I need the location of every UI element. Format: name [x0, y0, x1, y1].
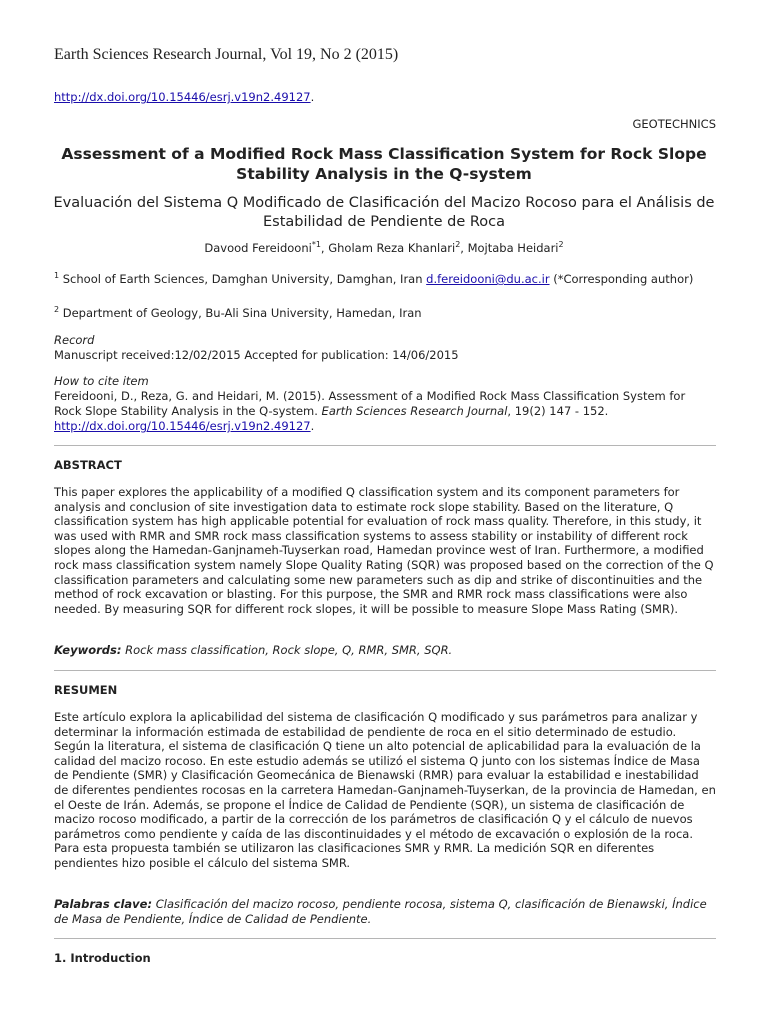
affiliation-number: 2 — [54, 305, 60, 315]
abstract-heading: ABSTRACT — [54, 458, 122, 472]
journal-name: Earth Sciences Research Journal, Vol 19, No 2 (2015) — [54, 46, 399, 63]
keywords — [54, 643, 716, 658]
abstract-body: This paper explores the applicability of a modified Q classification system and its component parameters for analysis and conclusion of site investigation data to estimate rock slope stability. Based on the literature, Q classification system has high applicable potential for evaluation of rock mass quality. Therefore, in this study, it was used with RMR and SMR rock mass classification systems to assess stability or instability of different rock slopes along the Hamedan-Ganjnameh-Tuyserkan road, Hamedan province west of Iran. Furthermore, a modified rock mass classification system namely Slope Quality Rating (SQR) was proposed based on the correction of the Q classification parameters and calculating some new parameters such as dip and strike of discontinuities and the method of rock excavation or blasting. For this purpose, the SMR and RMR rock mass classifications were also needed. By measuring SQR for different rock slopes, it will be possible to measure Slope Mass Rating (SMR). — [54, 485, 714, 616]
citation-text — [54, 389, 716, 434]
resumen-body: Este artículo explora la aplicabilidad del sistema de clasificación Q modificado y sus parámetros para analizar y determinar la información estimada de estabilidad de pendiente de roca en el sitio determinado de estudio. Según la literatura, el sistema de clasificación Q tiene un alto potencial de aplicabilidad para la evaluación de la calidad del macizo rocoso. En este estudio además se utilizó el sistema Q junto con los sistemas Índice de Masa de Pendiente (SMR) y Clasificación Geomecánica de Bienawski (RMR) para evaluar la estabilidad e inestabilidad de diferentes pendientes rocosas en la carretera Hamedan-Ganjnameh-Tuyserkan, de la provincia de Hamedan, en el Oeste de Irán. Además, se propone el Índice de Calidad de Pendiente (SQR), un sistema de clasificación de macizo rocoso modificado, a partir de la corrección de los parámetros de clasificación Q y el cálculo de nuevos parámetros como pendiente y caída de las discontinuidades y el método de excavación o explosión de la roca. Para esta propuesta también se utilizaron las clasificaciones SMR y RMR. La medición SQR en diferentes pendientes hizo posible el cálculo del sistema SMR. — [54, 710, 716, 870]
affiliation-number: 1 — [54, 271, 60, 281]
doi-line — [54, 90, 314, 104]
palabras-clave-list: Clasificación del macizo rocoso, pendiente rocosa, sistema Q, clasificación de Bienawski, Índice de Masa de Pendiente, Índice de Calidad de Pendiente. — [54, 897, 707, 926]
citation-journal: Earth Sciences Research Journal — [321, 404, 508, 418]
palabras-clave — [54, 897, 716, 926]
palabras-clave-label: Palabras clave: — [54, 897, 153, 911]
doi-trailing: . — [310, 90, 315, 104]
citation-body: Fereidooni, D., Reza, G. and Heidari, M. (2015). Assessment of a Modified Rock Mass Classification System for Rock Slope Stability Analysis in the Q-system. — [54, 389, 686, 418]
section-label: GEOTECHNICS — [632, 117, 716, 131]
affiliation-1 — [54, 272, 716, 287]
resumen-heading: RESUMEN — [54, 683, 118, 697]
corresponding-author-note: (*Corresponding author) — [553, 272, 694, 286]
record-section — [54, 333, 716, 363]
divider — [54, 445, 716, 446]
affiliation-text: School of Earth Sciences, Damghan University, Damghan, Iran — [62, 272, 423, 286]
author-list: Davood Fereidooni$^{*1}$, Gholam Reza Khanlari$^2$, Mojtaba Heidari$^2$ — [204, 240, 564, 255]
citation-pages: , 19(2) 147 - 152. — [507, 404, 609, 418]
author-affiliation-mark: 2 — [558, 240, 564, 250]
introduction-heading: 1. Introduction — [54, 951, 151, 965]
article-title: Assessment of a Modified Rock Mass Classification System for Rock Slope Stability Analysis in the Q-system — [61, 145, 707, 183]
citation-doi-link[interactable]: http://dx.doi.org/10.15446/esrj.v19n2.49127 — [54, 419, 311, 433]
keywords-label: Keywords: — [54, 643, 122, 657]
author-affiliation-mark: *1 — [311, 240, 321, 250]
author-name: Gholam Reza Khanlari — [328, 241, 456, 255]
divider — [54, 670, 716, 671]
record-dates: Manuscript received:12/02/2015 Accepted for publication: 14/06/2015 — [54, 348, 459, 362]
author-name: Davood Fereidooni — [204, 241, 312, 255]
divider — [54, 938, 716, 939]
doi-link[interactable]: http://dx.doi.org/10.15446/esrj.v19n2.49127 — [54, 90, 311, 104]
author-affiliation-mark: 2 — [455, 240, 461, 250]
article-subtitle: Evaluación del Sistema Q Modificado de Clasificación del Macizo Rocoso para el Análisis de Estabilidad de Pendiente de Roca — [53, 195, 715, 230]
citation-end: . — [310, 419, 315, 433]
email-link[interactable]: d.fereidooni@du.ac.ir — [426, 272, 550, 286]
author-name: Mojtaba Heidari — [467, 241, 559, 255]
keywords-list: Rock mass classification, Rock slope, Q, RMR, SMR, SQR. — [121, 643, 453, 657]
citation-label: How to cite item — [54, 374, 149, 388]
citation-section — [54, 374, 716, 434]
record-label: Record — [54, 333, 95, 347]
affiliation-2 — [54, 306, 716, 321]
affiliation-text: Department of Geology, Bu-Ali Sina University, Hamedan, Iran — [62, 306, 422, 320]
